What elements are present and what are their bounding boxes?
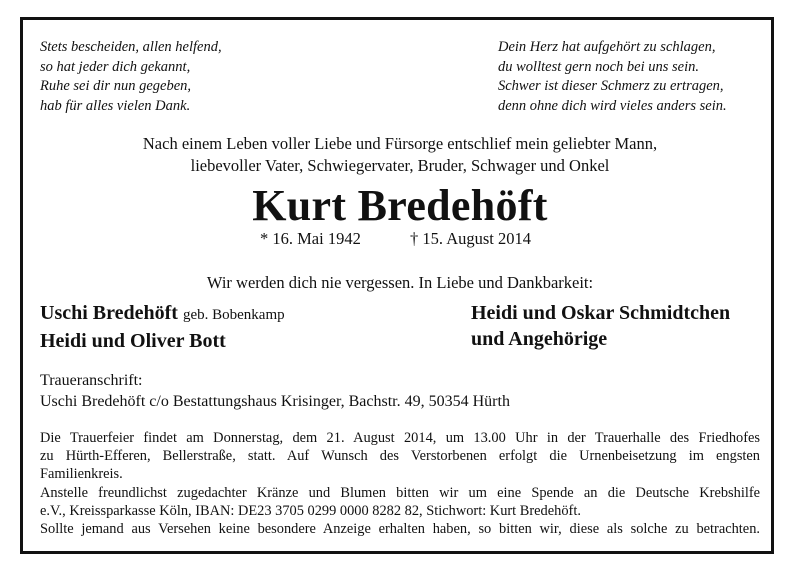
thanks-line: Wir werden dich nie vergessen. In Liebe und Dankbarkeit: [206,273,594,292]
poem-left-line: Ruhe sei dir nun gegeben, [40,78,192,94]
death-date: † 15. August 2014 [410,229,532,248]
poem-left-line: so hat jeder dich gekannt, [40,58,191,75]
funeral-text-line: e.V., Kreissparkasse Köln, IBAN: DE23 3705 0299 0000 8282 82, Stichwort: Kurt Bredehöft. [40,502,581,519]
mourner-name: Uschi Bredehöft [40,302,178,324]
intro-text [0,133,800,177]
mourner-name: Heidi und Oliver Bott [40,330,226,352]
poem-right-line: denn ohne dich wird vieles anders sein. [498,97,727,114]
intro-line: Nach einem Leben voller Liebe und Fürsorge entschlief mein geliebter Mann, [142,134,658,153]
address-label: Traueranschrift: [40,372,143,389]
poem-right-line: du wolltest gern noch bei uns sein. [498,58,699,75]
deceased-name: Kurt Bredehöft [252,181,548,230]
poem-left-line: Stets bescheiden, allen helfend, [40,39,222,55]
mourner-name: Heidi und Oskar Schmidtchen [471,302,731,324]
poem-right-line: Dein Herz hat aufgehört zu schlagen, [498,39,716,55]
poem-right-line: Schwer ist dieser Schmerz zu ertragen, [498,78,724,94]
funeral-text-line: Sollte jemand aus Versehen keine besondere Anzeige erhalten haben, so bitten wir, diese als solche zu betrachten. [40,521,760,538]
funeral-text [40,429,760,538]
birth-date: * 16. Mai 1942 [260,229,361,248]
mourner-birthname: geb. Bobenkamp [182,307,285,323]
funeral-address [40,370,510,412]
poem-right [498,38,727,116]
funeral-text-line: Anstelle freundlichst zugedachter Kränze und Blumen bitten wir um eine Spende an die Deutsche Krebshilfe [40,484,760,501]
poem-left [40,38,222,116]
mourners-left [40,300,285,354]
funeral-text-line: zu Hürth-Efferen, Bellerstraße, statt. Auf Wunsch des Verstorbenen erfolgt die Urnenbeisetzung im engsten [40,448,760,465]
funeral-text-line: Die Trauerfeier findet am Donnerstag, dem 21. August 2014, um 13.00 Uhr in der Trauerhalle des Friedhofes [40,430,760,446]
intro-line: liebevoller Vater, Schwiegervater, Bruder, Schwager und Onkel [190,156,610,175]
mourners-right [471,300,730,352]
address-value: Uschi Bredehöft c/o Bestattungshaus Krisinger, Bachstr. 49, 50354 Hürth [40,393,510,410]
funeral-text-line: Familienkreis. [40,466,123,483]
mourner-name: und Angehörige [471,328,608,350]
poem-left-line: hab für alles vielen Dank. [40,97,191,114]
